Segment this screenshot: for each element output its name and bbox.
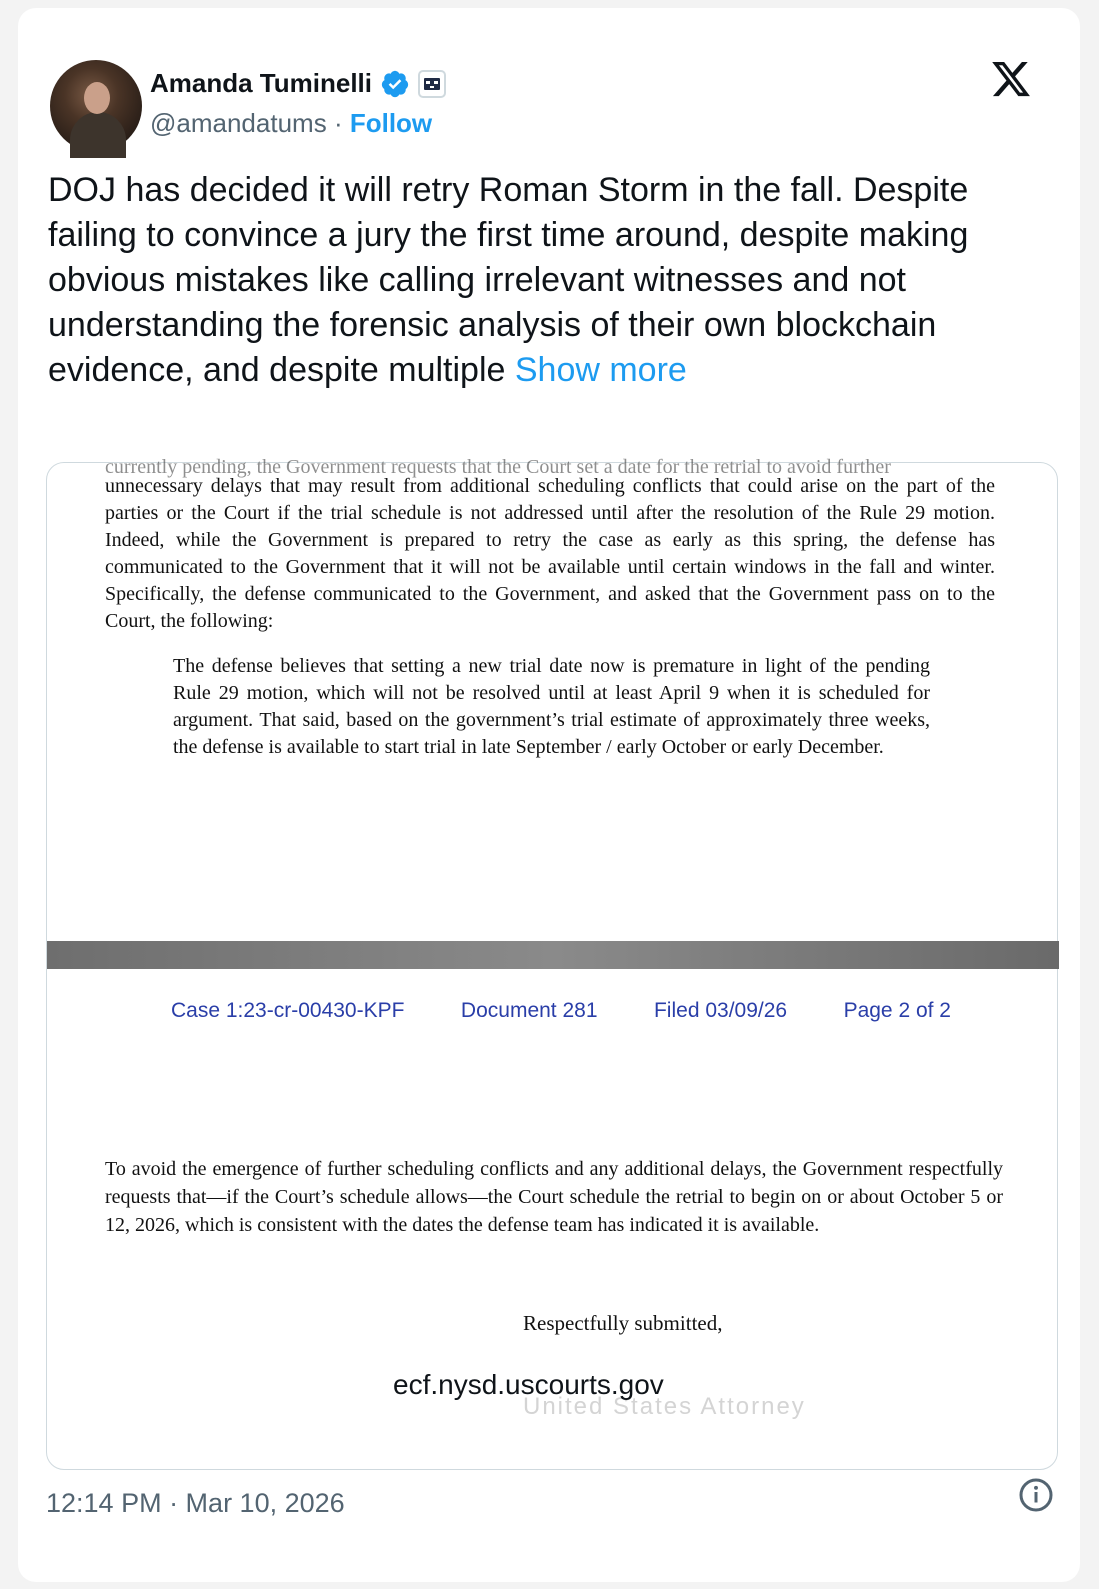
document-number: Document 281 xyxy=(460,999,598,1022)
cut-off-line: currently pending, the Government requests that the Court set a date for the retrial to avoid further xyxy=(105,456,891,478)
filed-date: Filed 03/09/26 xyxy=(653,999,788,1022)
author-name-row xyxy=(150,68,446,99)
separator: · xyxy=(333,108,343,138)
author-handle[interactable]: @amandatums xyxy=(150,108,327,138)
document-block-quote: The defense believes that setting a new trial date now is premature in light of the pending Rule 29 motion, which will not be resolved until at least April 9 when it is scheduled for argument. That said, based on the government’s trial estimate of approximately three weeks, the defense is available to start trial in late September / early October or early December. xyxy=(173,655,930,758)
tweet-body: DOJ has decided it will retry Roman Storm in the fall. Despite failing to convince a jury the first time around, despite making obvious mistakes like calling irrelevant witnesses and not understanding the forensic analysis of their own blockchain evidence, and despite multiple xyxy=(48,171,969,389)
ecf-header xyxy=(171,999,951,1023)
attached-image[interactable] xyxy=(46,456,1058,1470)
show-more-link[interactable]: Show more xyxy=(514,351,687,389)
affiliate-badge-icon xyxy=(418,70,446,98)
case-number: Case 1:23-cr-00430-KPF xyxy=(171,999,405,1022)
signoff: Respectfully submitted, xyxy=(523,1311,723,1335)
tweet-timestamp[interactable]: 12:14 PM · Mar 10, 2026 xyxy=(46,1488,345,1518)
source-url-caption: ecf.nysd.uscourts.gov xyxy=(393,1369,664,1400)
faint-signature-block: United States Attorney xyxy=(523,1393,806,1420)
author-display-name[interactable]: Amanda Tuminelli xyxy=(150,68,372,98)
page-count: Page 2 of 2 xyxy=(843,999,951,1022)
info-icon[interactable] xyxy=(1018,1477,1054,1513)
document-paragraph-1: unnecessary delays that may result from additional scheduling conflicts that could arise on the part of the parties or the Court if the trial schedule is not addressed until after the resolution of the Rule 29 motion. Indeed, while the Government is prepared to retry the case as early as this spring, the defense has communicated to the Government that it will not be available until certain windows in the fall and winter. Specifically, the defense communicated to the Government, and asked that the Government pass on to the Court, the following: xyxy=(105,475,995,632)
document-paragraph-2: To avoid the emergence of further scheduling conflicts and any additional delays, the Government respectfully requests that—if the Court’s schedule allows—the Court schedule the retrial to begin on or about October 5 or 12, 2026, which is consistent with the dates the defense team has indicated it is available. xyxy=(105,1158,1003,1236)
tweet-text xyxy=(48,168,1038,393)
follow-button[interactable]: Follow xyxy=(349,108,433,138)
author-handle-row xyxy=(150,108,432,139)
x-logo-icon[interactable] xyxy=(990,58,1032,100)
page-separator-bar xyxy=(47,941,1059,969)
verified-badge-icon xyxy=(380,69,410,99)
avatar[interactable] xyxy=(50,60,142,152)
